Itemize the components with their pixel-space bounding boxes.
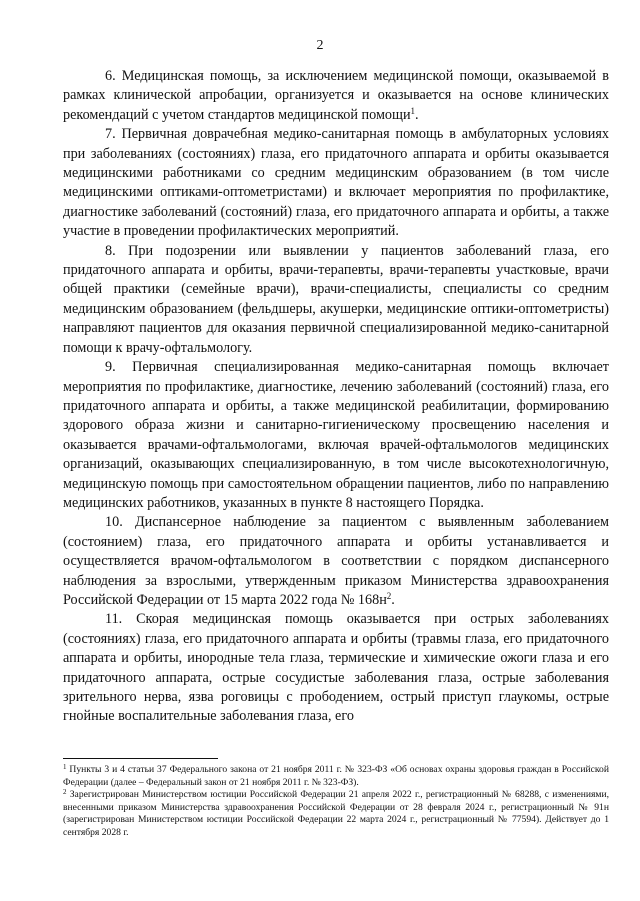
paragraph-text: 8. При подозрении или выявлении у пациентов заболеваний глаза, его придаточного аппарата и орбиты, врачи-терапевты, врачи-терапевты участковые, врачи общей практики (семейные врачи), врачи-специалисты, специалисты со средним медицинским образованием (фельдшеры, акушерки, медицинские оптики-оптометристы) направляют пациентов для оказания первичной специализированной медико-санитарной помощи к врачу-офтальмологу.	[63, 242, 609, 356]
page-number: 2	[316, 38, 324, 53]
paragraph-tail: .	[415, 106, 419, 123]
paragraph-11	[63, 610, 609, 726]
paragraph-text: 11. Скорая медицинская помощь оказывается при острых заболеваниях (состояниях) глаза, его придаточного аппарата и орбиты (травмы глаза, его придаточного аппарата и орбиты, инородные тела глаза, термические и химические ожоги глаза и его придаточного аппарата, острые сосудистые заболевания глаза, острые заболевания зрительного нерва, язва роговицы с прободением, острый приступ глаукомы, острые гнойные воспалительные заболевания глаза, его	[63, 611, 609, 725]
footnote-marker: 1	[63, 763, 67, 771]
footnote-2	[63, 789, 609, 839]
footnote-reference: 2	[386, 590, 392, 601]
footnote-reference: 1	[410, 105, 416, 116]
paragraph-10	[63, 513, 609, 610]
paragraph-text: 6. Медицинская помощь, за исключением медицинской помощи, оказываемой в рамках клинической апробации, организуется и оказывается на основе клинических рекомендаций с учетом стандартов медицинской помощи	[63, 68, 609, 123]
footnote-divider	[63, 758, 218, 759]
footnote-1	[63, 764, 609, 789]
footnotes	[63, 764, 609, 840]
document-body	[63, 67, 609, 727]
paragraph-8	[63, 242, 609, 358]
paragraph-7	[63, 125, 609, 241]
footnote-text: Пункты 3 и 4 статьи 37 Федерального закона от 21 ноября 2011 г. № 323-ФЗ «Об основах охраны здоровья граждан в Российской Федерации (далее – Федеральный закон от 21 ноября 2011 г. № 323-ФЗ).	[63, 764, 609, 788]
paragraph-6	[63, 67, 609, 125]
paragraph-text: 7. Первичная доврачебная медико-санитарная помощь в амбулаторных условиях при заболеваниях (состояниях) глаза, его придаточного аппарата и орбиты оказывается медицинскими работниками со средним медицинским образованием (в том числе медицинскими оптиками-оптометристами) и включает мероприятия по профилактике, диагностике заболеваний (состояний) глаза, его придаточного аппарата и орбиты, а также участие в проведении профилактических мероприятий.	[63, 126, 609, 240]
footnote-marker: 2	[63, 788, 67, 797]
paragraph-9	[63, 358, 609, 513]
paragraph-text: 9. Первичная специализированная медико-санитарная помощь включает мероприятия по профилактике, диагностике, лечению заболеваний (состояний) глаза, его придаточного аппарата и орбиты, а также медицинской реабилитации, формированию здорового образа жизни и санитарно-гигиеническому просвещению населения и оказывается врачами-офтальмологами, включая врачей-офтальмологов медицинских организаций, оказывающих специализированную, в том числе высокотехнологичную, медицинскую помощь при самостоятельном обращении пациентов, либо по направлению медицинских работников, указанных в пункте 8 настоящего Порядка.	[63, 359, 609, 511]
paragraph-text: 10. Диспансерное наблюдение за пациентом с выявленным заболеванием (состоянием) глаза, его придаточного аппарата и орбиты устанавливается и осуществляется врачом-офтальмологом в соответствии с порядком диспансерного наблюдения за взрослыми, утвержденным приказом Министерства здравоохранения Российской Федерации от 15 марта 2022 года № 168н	[63, 514, 609, 608]
paragraph-tail: .	[391, 591, 395, 608]
footnote-text: Зарегистрирован Министерством юстиции Российской Федерации 21 апреля 2022 г., регистрационный № 68288, с изменениями, внесенными приказом Министерства здравоохранения Российской Федерации от 28 февраля 2024 г., регистрационный № 91н (зарегистрирован Министерством юстиции Российской Федерации 22 марта 2024 г., регистрационный № 77594). Действует до 1 сентября 2028 г.	[63, 789, 609, 838]
